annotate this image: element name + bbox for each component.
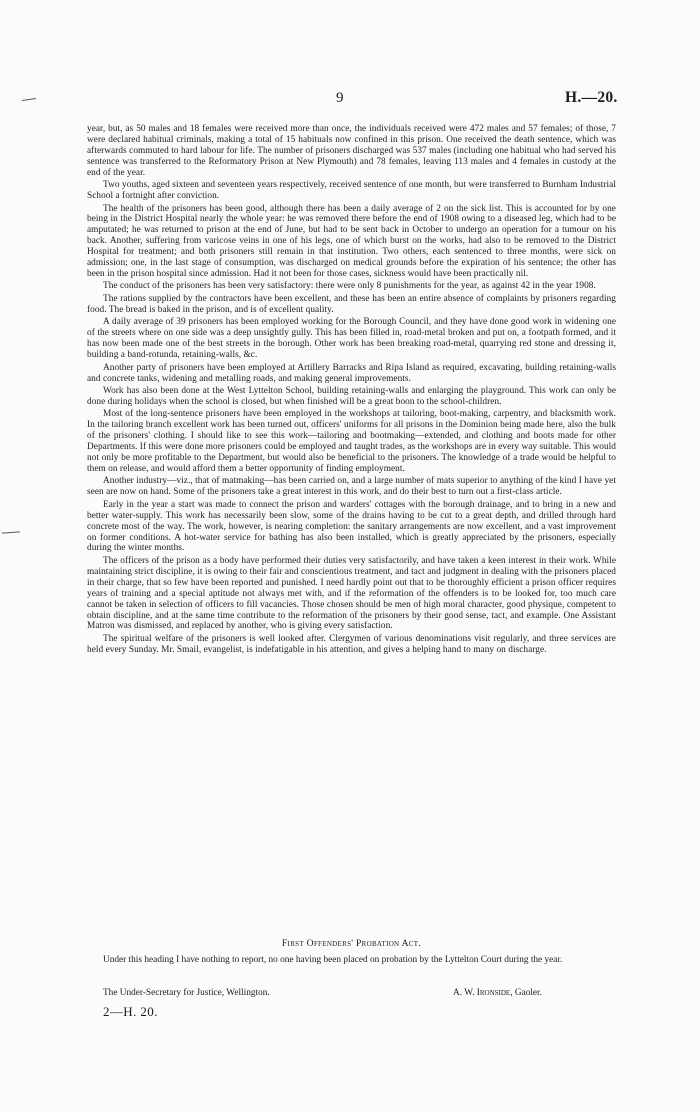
paragraph: The officers of the prison as a body have performed their duties very satisfactorily, and have taken a keen interest in their work. While maintaining strict discipline, it is owing to their fair and conscientious treatment, and tact and judgment in dealing with the prisoners placed in their charge, that so few have been reported and punished. I need hardly point out that to be thoroughly efficient a prison officer requires years of training and a special aptitude not always met with, and if the reformation of the offenders is to be looked for, too much care cannot be taken in selection of officers to fill vacancies. Those chosen should be men of high moral character, good physique, competent to obtain discipline, and at the same time contribute to the reformation of the prisoners by their good sense, tact, and example. One Assistant Matron was dismissed, and replaced by another, who is giving every satisfaction. [87,555,616,632]
signature [453,988,542,998]
paragraph: Most of the long-sentence prisoners have been employed in the workshops at tailoring, boot-making, carpentry, and blacksmith work. In the tailoring branch excellent work has been turned out, officers' uniforms for all prisons in the Dominion being made here, also the bulk of the prisoners' clothing. I should like to see this work—tailoring and bootmaking—extended, and clothing and boots made for other Departments. If this were done more prisoners could be employed and taught trades, as the workshops are in every way suitable. This would not only be more profitable to the Department, but would also be beneficial to the prisoners. The knowledge of a trade would be helpful to them on release, and would afford them a better opportunity of finding employment. [87,409,616,474]
paragraph: The rations supplied by the contractors have been excellent, and these has been an entire absence of complaints by prisoners regarding food. The bread is baked in the prison, and is of excellent quality. [87,293,616,315]
paragraph: The health of the prisoners has been good, although there has been a daily average of 2 on the sick list. This is accounted for by one being in the District Hospital nearly the whole year: he was removed there before the end of 1908 owing to a diseased leg, which had to be amputated; he was returned to prison at the end of June, but had to be sent back in October to undergo an operation for a tumour on his back. Another, suffering from varicose veins in one of his legs, one of which burst on the works, had also to be removed to the District Hospital for treatment; and both prisoners still remain in that institution. Two others, each sentenced to three months, were sick on admission; one, in the last stage of consumption, was discharged on medical grounds before the expiration of his sentence; the other has been in the prison hospital since admission. Had it not been for those cases, sickness would have been practically nil. [87,203,616,279]
margin-mark [22,98,36,101]
paragraph: Two youths, aged sixteen and seventeen years respectively, received sentence of one month, but were transferred to Burnham Industrial School a fortnight after conviction. [87,180,616,202]
paragraph: Another industry—viz., that of matmaking—has been carried on, and a large number of mats superior to anything of the kind I have yet seen are now on hand. Some of the prisoners take a great interest in this work, and do their best to turn out a first-class article. [87,476,616,498]
paragraph: The conduct of the prisoners has been very satisfactory: there were only 8 punishments for the year, as against 42 in the year 1908. [103,281,596,292]
signature-title: , Gaoler. [510,988,542,998]
paragraph: Another party of prisoners have been employed at Artillery Barracks and Ripa Island as required, excavating, building retaining-walls and concrete tanks, widening and metalling roads, and making general improvements. [87,362,616,384]
paragraph: year, but, as 50 males and 18 females were received more than once, the individuals received were 472 males and 57 females; of those, 7 were declared habitual criminals, making a total of 15 habituals now confined in this prison. One received the death sentence, which was afterwards commuted to hard labour for life. The number of prisoners discharged was 537 males (including one habitual who had served his sentence was transferred to the Reformatory Prison at New Plymouth) and 78 females, leaving 113 males and 4 females in custody at the end of the year. [87,124,616,178]
paragraph: Under this heading I have nothing to report, no one having been placed on probation by the Lyttelton Court during the year. [103,955,563,965]
section-heading: First Offenders' Probation Act. [281,938,422,949]
section-body [87,955,616,966]
paragraph: Early in the year a start was made to connect the prison and warders' cottages with the borough drainage, and to bring in a new and better water-supply. This work has necessarily been slow, some of the drains having to be cut to a great depth, and drilled through hard concrete most of the way. The work, however, is nearing completion: the sanitary arrangements are now excellent, and a vast improvement on former conditions. A hot-water service for bathing has also been installed, which is greatly appreciated by the prisoners, especially during the winter months. [87,499,616,554]
sheet-code: 2—H. 20. [103,1004,158,1019]
paragraph: The spiritual welfare of the prisoners is well looked after. Clergymen of various denominations visit regularly, and three services are held every Sunday. Mr. Smail, evangelist, is indefatigable in his attention, and gives a helping hand to many on discharge. [87,633,616,655]
signature-name: Ironside [476,988,511,998]
signature-initials: A. W. [453,988,477,998]
addressee: The Under-Secretary for Justice, Wellington. [103,988,270,998]
document-code: H.—20. [565,89,618,106]
paragraph: Work has also been done at the West Lyttelton School, building retaining-walls and enlarging the playground. This work can only be done during holidays when the school is closed, but when finished will be a great boon to the school-children. [87,386,616,407]
paragraph: A daily average of 39 prisoners has been employed working for the Borough Council, and they have done good work in widening one of the streets where on one side was a deep unsightly gully. This has been filled in, road-metal broken and put on, a footpath formed, and it has now been made one of the best streets in the borough. Other work has been breaking road-metal, quarrying red stone and dressing it, building a band-rotunda, retaining-walls, &c. [87,317,616,361]
page-number: 9 [336,90,344,106]
report-body [87,124,616,657]
margin-mark [2,531,20,533]
